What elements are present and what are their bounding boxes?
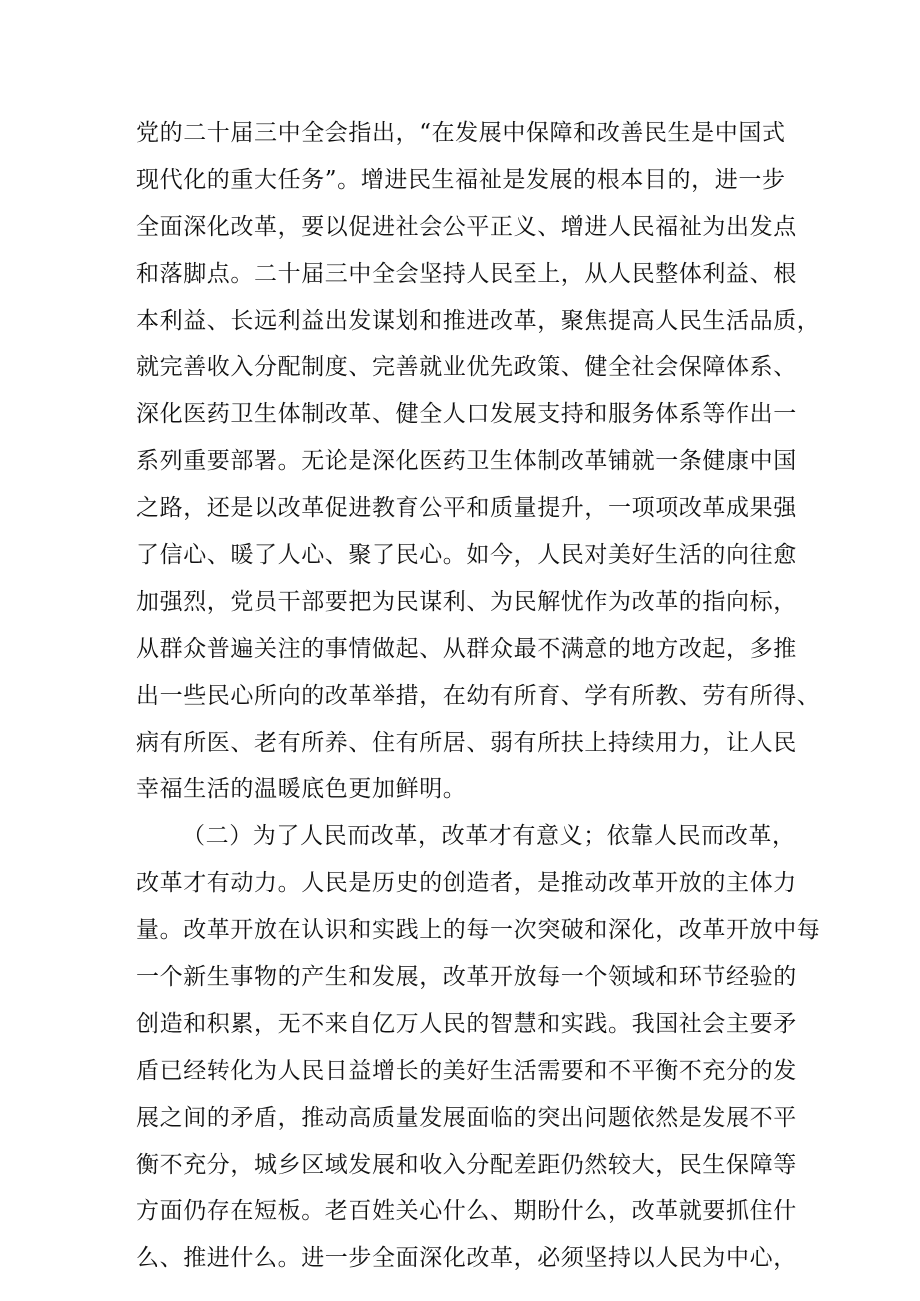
text-line: 系列重要部署。无论是深化医药卫生体制改革铺就一条健康中国 xyxy=(136,448,797,475)
text-line: 从群众普遍关注的事情做起、从群众最不满意的地方改起，多推 xyxy=(136,635,797,662)
text-line: 了信心、暖了人心、聚了民心。如今，人民对美好生活的向往愈 xyxy=(136,542,797,569)
text-line: 深化医药卫生体制改革、健全人口发展支持和服务体系等作出一 xyxy=(136,401,797,428)
text-line: 一个新生事物的产生和发展，改革开放每一个领域和环节经验的 xyxy=(136,964,797,991)
text-line: 现代化的重大任务”。增进民生福祉是发展的根本目的，进一步 xyxy=(136,166,786,193)
text-line: 本利益、长远利益出发谋划和推进改革，聚焦提高人民生活品质， xyxy=(136,307,821,334)
text-line: 之路，还是以改革促进教育公平和质量提升，一项项改革成果强 xyxy=(136,495,797,522)
text-line: 创造和积累，无不来自亿万人民的智慧和实践。我国社会主要矛 xyxy=(136,1010,797,1037)
text-line: 党的二十届三中全会指出，“在发展中保障和改善民生是中国式 xyxy=(136,120,786,146)
text-line: 和落脚点。二十届三中全会坚持人民至上，从人民整体利益、根 xyxy=(136,260,797,287)
text-line: 出一些民心所向的改革举措，在幼有所育、学有所教、劳有所得、 xyxy=(136,682,821,709)
text-line: （二）为了人民而改革，改革才有意义；依靠人民而改革， xyxy=(182,823,796,850)
document-body xyxy=(136,110,821,1282)
text-line: 么、推进什么。进一步全面深化改革，必须坚持以人民为中心， xyxy=(136,1245,797,1272)
text-line: 盾已经转化为人民日益增长的美好生活需要和不平衡不充分的发 xyxy=(136,1057,797,1084)
text-line: 量。改革开放在认识和实践上的每一次突破和深化，改革开放中每 xyxy=(136,917,821,944)
text-line: 病有所医、老有所养、住有所居、弱有所扶上持续用力，让人民 xyxy=(136,729,797,756)
text-line: 加强烈，党员干部要把为民谋利、为民解忧作为改革的指向标， xyxy=(136,588,797,615)
text-line: 展之间的矛盾，推动高质量发展面临的突出问题依然是发展不平 xyxy=(136,1104,797,1131)
text-line: 幸福生活的温暖底色更加鲜明。 xyxy=(136,776,467,803)
text-line: 方面仍存在短板。老百姓关心什么、期盼什么，改革就要抓住什 xyxy=(136,1198,797,1225)
text-line: 全面深化改革，要以促进社会公平正义、增进人民福祉为出发点 xyxy=(136,213,797,240)
text-line: 就完善收入分配制度、完善就业优先政策、健全社会保障体系、 xyxy=(136,354,797,381)
paragraph-2 xyxy=(136,813,821,1282)
paragraph-1 xyxy=(136,110,821,813)
text-line: 衡不充分，城乡区域发展和收入分配差距仍然较大，民生保障等 xyxy=(136,1151,797,1178)
text-line: 改革才有动力。人民是历史的创造者，是推动改革开放的主体力 xyxy=(136,870,797,897)
